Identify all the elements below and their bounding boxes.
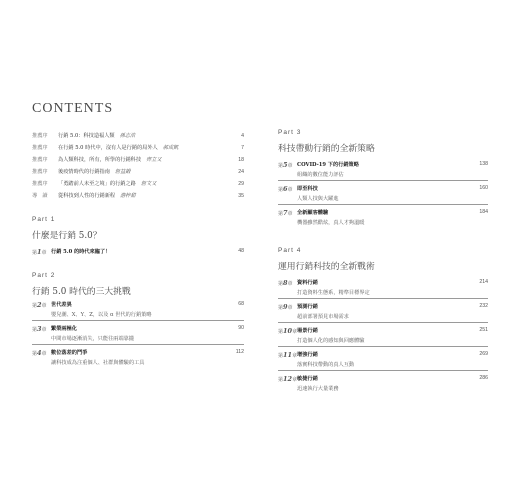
page-number: 160	[479, 185, 488, 191]
chapter-subtitle: 讓科技成為注重個人、社群與體驗的工具	[51, 360, 145, 366]
chapter-suffix: 章	[287, 163, 293, 169]
part-label: Part 3	[278, 129, 302, 136]
chapter-number	[32, 349, 47, 357]
rec-title	[58, 155, 162, 165]
rec-label: 推薦序	[32, 145, 48, 151]
rec-title-text: 「勇踏前人未至之境」的行銷之路	[58, 181, 136, 187]
chapter-title: 全新顧客體驗	[297, 210, 329, 216]
page-number: 68	[238, 301, 244, 307]
chapter-prefix: 第	[32, 303, 38, 309]
recommendation-row	[32, 179, 244, 189]
page-number: 4	[241, 133, 244, 139]
chapter-num: 8	[283, 279, 288, 287]
chapter-subtitle: 機器雖然酷炫，真人才夠溫暖	[297, 220, 365, 226]
rec-title	[58, 131, 135, 141]
page-number: 286	[479, 375, 488, 381]
chapter-number	[278, 209, 293, 217]
chapter-suffix: 章	[41, 303, 47, 309]
chapter-subtitle: 落實科技帶動的真人互動	[297, 362, 355, 368]
chapter-suffix: 章	[41, 351, 47, 357]
chapter-suffix: 章	[287, 281, 293, 287]
divider	[278, 180, 488, 181]
recommendation-row	[32, 131, 244, 141]
chapter-suffix: 章	[292, 353, 298, 359]
rec-label: 導 讀	[32, 193, 48, 199]
part-title: 行銷 5.0 時代的三大挑戰	[32, 287, 131, 297]
chapter-title: 場景行銷	[297, 328, 318, 334]
rec-label: 推薦序	[32, 157, 48, 163]
chapter-number	[278, 327, 297, 335]
page-number: 24	[238, 169, 244, 175]
page-number: 29	[238, 181, 244, 187]
chapter-suffix: 章	[41, 327, 47, 333]
chapter-title: 繁榮兩極化	[51, 326, 77, 332]
divider	[278, 204, 488, 205]
chapter-title: 預測行銷	[297, 304, 318, 310]
rec-title-text: 為人類科技，所有，所學的行銷科技	[58, 157, 142, 163]
rec-title-text: 從科技到人性的行銷新程	[58, 193, 116, 199]
chapter-subtitle: 組織的數位能力評估	[297, 172, 344, 178]
rec-label: 推薦序	[32, 169, 48, 175]
divider	[278, 346, 488, 347]
chapter-num: 1	[37, 248, 42, 256]
chapter-number	[278, 185, 293, 193]
chapter-prefix: 第	[278, 211, 284, 217]
rec-author: 齊立又	[146, 157, 162, 163]
chapter-num: 4	[37, 349, 42, 357]
chapter-num: 2	[37, 301, 42, 309]
chapter-prefix: 第	[278, 281, 284, 287]
chapter-number	[278, 375, 297, 383]
chapter-title: 增強行銷	[297, 352, 318, 358]
chapter-num: 9	[283, 303, 288, 311]
chapter-num: 7	[283, 209, 288, 217]
rec-label: 推薦序	[32, 133, 48, 139]
rec-author: 詹文又	[140, 181, 157, 187]
page-number: 18	[238, 157, 244, 163]
chapter-suffix: 章	[287, 187, 293, 193]
part-label: Part 1	[32, 216, 56, 223]
rec-title-text: 後疫情時代的行銷指南	[58, 169, 110, 175]
chapter-title: 資料行銷	[297, 280, 318, 286]
rec-title-text: 行銷 5.0：科技造福人類	[58, 133, 115, 139]
part-label: Part 4	[278, 247, 302, 254]
page-number: 184	[479, 209, 488, 215]
chapter-subtitle: 中間市場逐漸消失，只能往兩端靠攏	[51, 336, 135, 342]
contents-heading: CONTENTS	[32, 101, 114, 116]
chapter-prefix: 第	[278, 377, 284, 383]
page-number: 251	[479, 327, 488, 333]
page-number: 138	[479, 161, 488, 167]
chapter-number	[278, 279, 293, 287]
chapter-num: 3	[37, 325, 42, 333]
page-number: 214	[479, 279, 488, 285]
divider	[32, 344, 244, 345]
rec-label: 推薦序	[32, 181, 48, 187]
chapter-prefix: 第	[278, 353, 284, 359]
chapter-title: 數位落差的鬥爭	[51, 350, 88, 356]
chapter-subtitle: 打造個人化的感知與回應體驗	[297, 338, 365, 344]
page-number: 269	[479, 351, 488, 357]
chapter-title: COVID-19 下的行銷策略	[297, 162, 359, 168]
chapter-num: 11	[283, 351, 293, 359]
chapter-num: 12	[283, 375, 293, 383]
page-number: 7	[241, 145, 244, 151]
chapter-subtitle: 人類人技與大躍進	[297, 196, 339, 202]
recommendation-row	[32, 167, 244, 177]
part-title: 科技帶動行銷的全新策略	[278, 144, 375, 154]
chapter-title: 行銷 5.0 的時代來臨了！	[51, 249, 111, 255]
chapter-title: 世代差異	[51, 302, 72, 308]
rec-title	[58, 167, 130, 177]
chapter-number	[278, 351, 297, 359]
chapter-subtitle: 打造資料生態系，精準目標界定	[297, 290, 370, 296]
chapter-prefix: 第	[278, 329, 284, 335]
chapter-suffix: 章	[287, 211, 293, 217]
chapter-subtitle: 迅速執行大量業務	[297, 386, 339, 392]
chapter-num: 10	[283, 327, 293, 335]
chapter-prefix: 第	[278, 187, 284, 193]
page-number: 48	[238, 248, 244, 254]
rec-title-text: 在行銷 5.0 時代中，沒有人是行銷的局外人	[58, 145, 158, 151]
rec-title	[58, 143, 178, 153]
chapter-suffix: 章	[41, 250, 47, 256]
divider	[278, 370, 488, 371]
chapter-prefix: 第	[32, 351, 38, 357]
part-title: 運用行銷科技的全新戰術	[278, 262, 375, 272]
chapter-number	[32, 248, 47, 256]
chapter-suffix: 章	[287, 305, 293, 311]
rec-author: 孫志浩	[119, 133, 136, 139]
page-number: 90	[238, 325, 244, 331]
chapter-prefix: 第	[278, 163, 284, 169]
chapter-num: 5	[283, 161, 288, 169]
chapter-suffix: 章	[292, 329, 298, 335]
chapter-number	[278, 161, 293, 169]
rec-author: 郝成凱	[162, 145, 179, 151]
recommendation-row	[32, 143, 244, 153]
chapter-title: 即至科技	[297, 186, 318, 192]
rec-title	[58, 179, 156, 189]
chapter-suffix: 章	[292, 377, 298, 383]
page-number: 35	[238, 193, 244, 199]
recommendation-row	[32, 191, 244, 201]
chapter-number	[32, 325, 47, 333]
chapter-prefix: 第	[32, 327, 38, 333]
divider	[278, 322, 488, 323]
chapter-prefix: 第	[278, 305, 284, 311]
recommendation-row	[32, 155, 244, 165]
rec-title	[58, 191, 136, 201]
page-number: 112	[235, 349, 244, 355]
chapter-num: 6	[283, 185, 288, 193]
chapter-subtitle: 超前部署預見市場需求	[297, 314, 349, 320]
page-number: 232	[479, 303, 488, 309]
chapter-number	[32, 301, 47, 309]
chapter-number	[278, 303, 293, 311]
chapter-subtitle: 嬰兒潮、X、Y、Z，以及 α 世代的行銷策略	[51, 312, 152, 318]
rec-author: 游梓甜	[120, 193, 136, 199]
divider	[32, 320, 244, 321]
divider	[278, 298, 488, 299]
part-label: Part 2	[32, 272, 56, 279]
rec-author: 詹益鍛	[114, 169, 131, 175]
chapter-title: 敏捷行銷	[297, 376, 318, 382]
chapter-prefix: 第	[32, 250, 38, 256]
part-title: 什麼是行銷 5.0？	[32, 231, 102, 241]
